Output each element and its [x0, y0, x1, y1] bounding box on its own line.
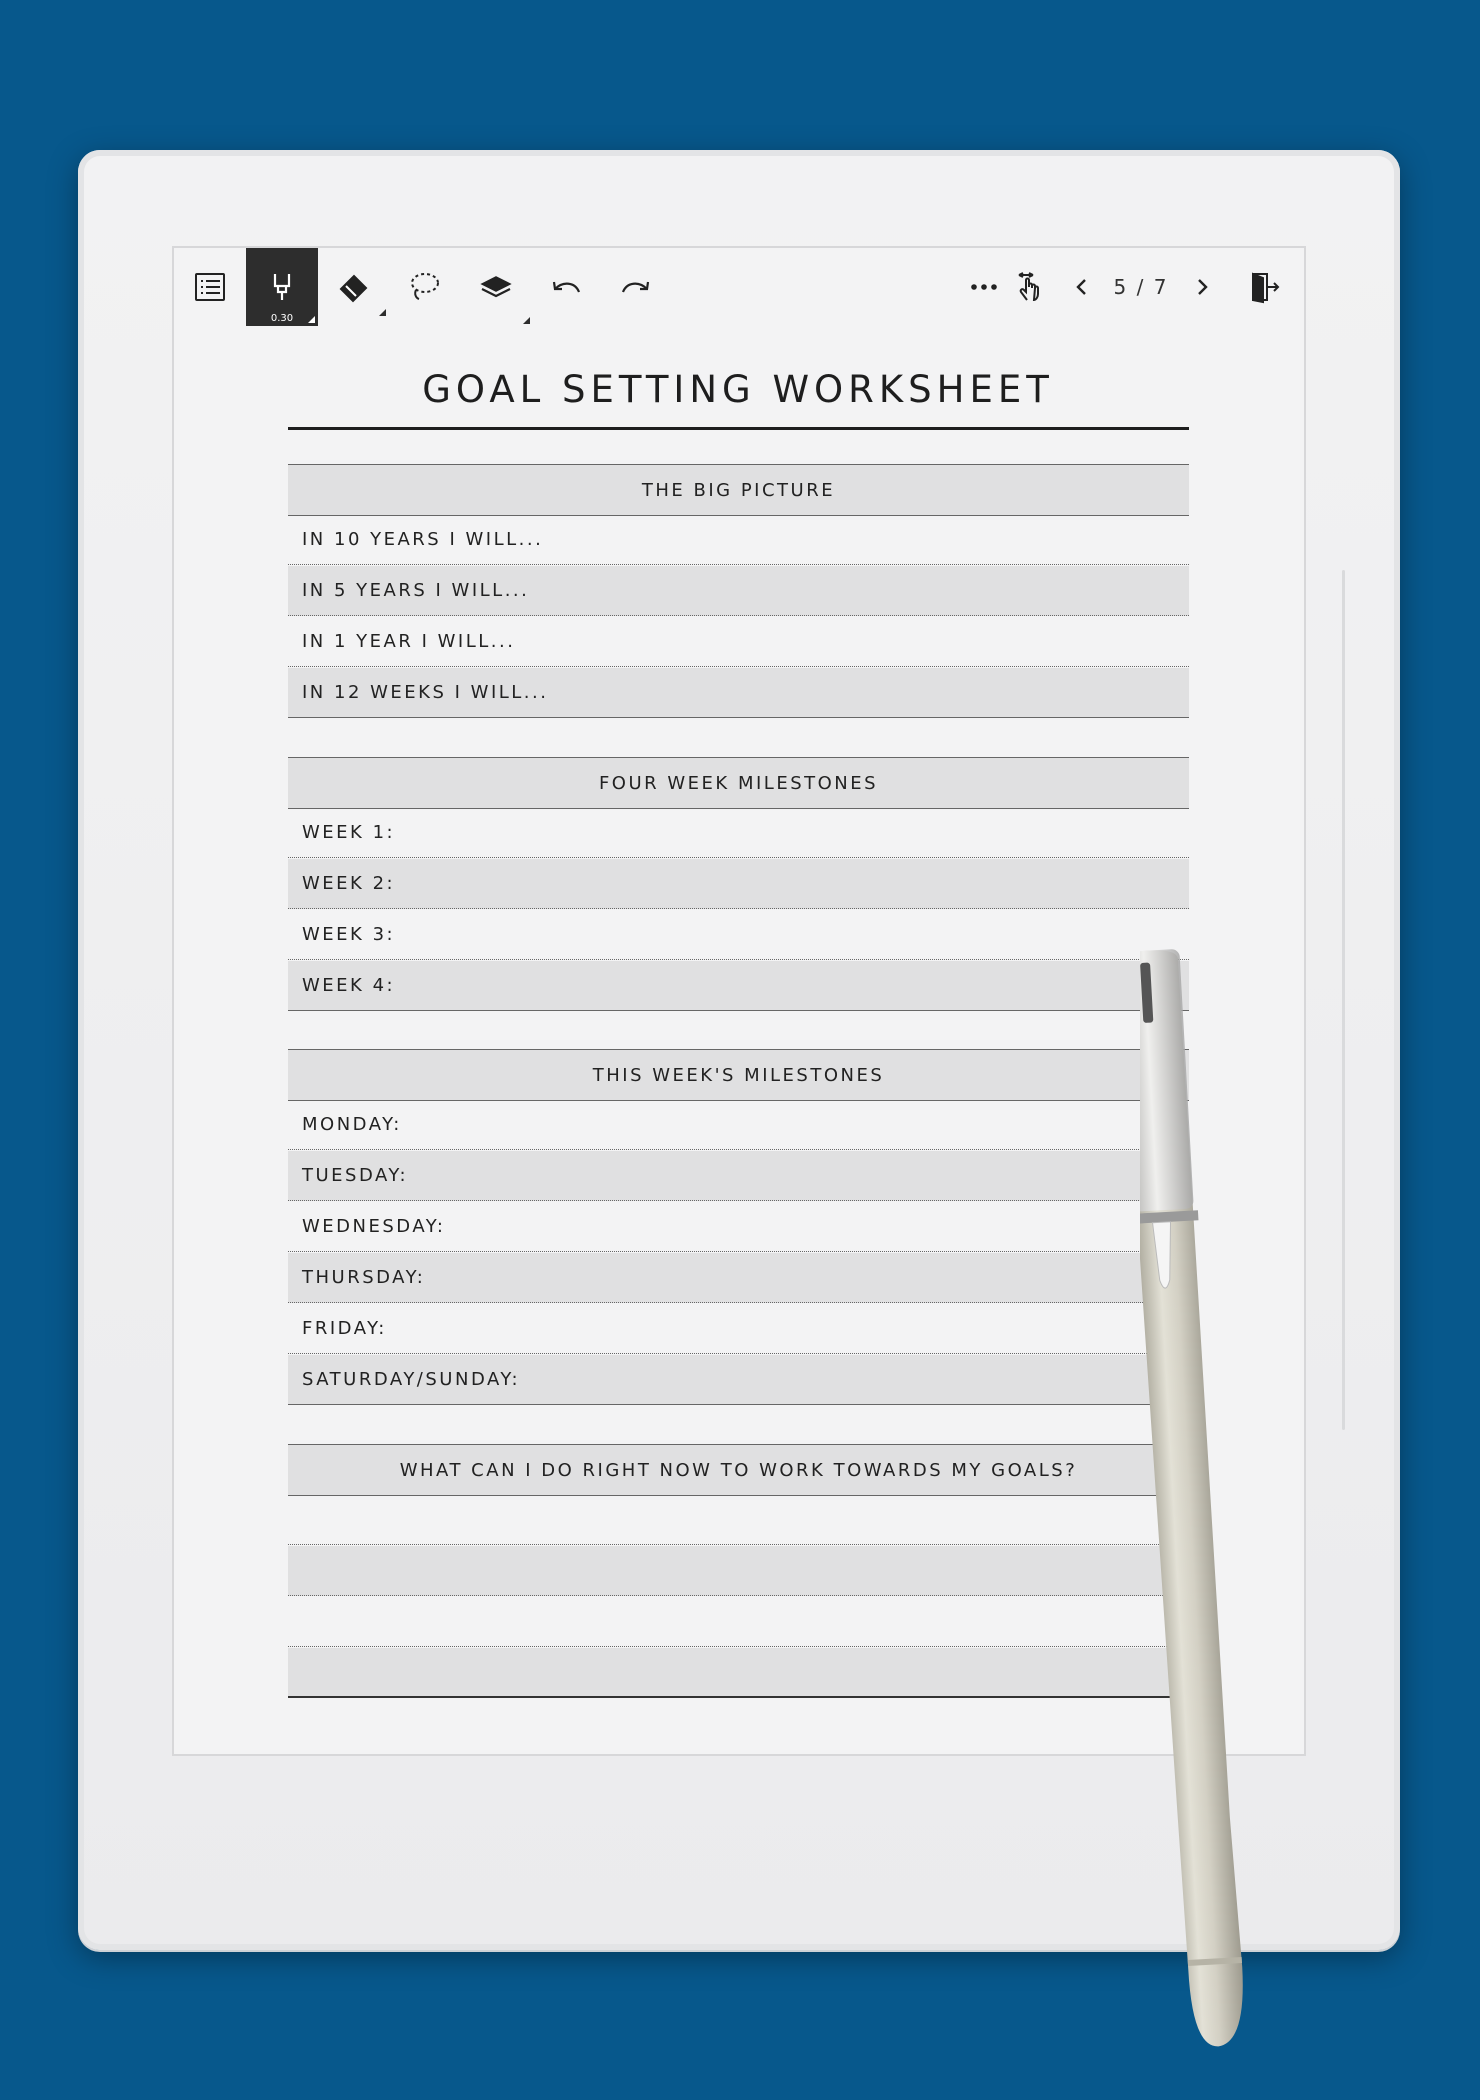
undo-button[interactable]	[536, 248, 596, 326]
list-item[interactable]: WEEK 3:	[288, 910, 1189, 960]
toolbar	[174, 248, 1304, 326]
eraser-button[interactable]	[324, 248, 384, 326]
layers-options-indicator	[523, 317, 530, 324]
list-icon[interactable]	[180, 248, 240, 326]
writing-line[interactable]	[288, 1546, 1189, 1596]
stylus-pen	[1140, 948, 1280, 2048]
list-item[interactable]: WEEK 1:	[288, 808, 1189, 858]
list-item[interactable]: WEEK 4:	[288, 961, 1189, 1011]
pen-tool-button[interactable]	[246, 248, 318, 326]
exit-icon	[1247, 270, 1281, 304]
pen-icon	[265, 270, 299, 304]
list-item[interactable]: MONDAY:	[288, 1100, 1189, 1150]
prev-page-button[interactable]	[1054, 248, 1110, 326]
device-side-slot	[1342, 570, 1345, 1430]
layers-icon	[479, 270, 513, 304]
more-icon	[967, 270, 1001, 304]
next-page-icon	[1185, 270, 1219, 304]
eraser-options-indicator	[379, 309, 386, 316]
prev-page-icon	[1065, 270, 1099, 304]
section-header-right-now: WHAT CAN I DO RIGHT NOW TO WORK TOWARDS MY GOALS?	[288, 1444, 1189, 1496]
list-item[interactable]: IN 5 YEARS I WILL...	[288, 566, 1189, 616]
redo-icon	[619, 270, 653, 304]
pen-size-label: 0.30	[270, 313, 294, 324]
lasso-button[interactable]	[394, 248, 454, 326]
list-item[interactable]: IN 10 YEARS I WILL...	[288, 515, 1189, 565]
list-item[interactable]: TUESDAY:	[288, 1151, 1189, 1201]
eraser-icon	[337, 270, 371, 304]
list-item[interactable]: WEEK 2:	[288, 859, 1189, 909]
tablet-screen	[172, 246, 1306, 1756]
page-title: GOAL SETTING WORKSHEET	[422, 368, 1054, 411]
touch-gesture-button[interactable]	[1000, 248, 1060, 326]
list-item[interactable]: THURSDAY:	[288, 1253, 1189, 1303]
touch-gesture-icon	[1013, 270, 1047, 304]
section-header-four-week: FOUR WEEK MILESTONES	[288, 757, 1189, 809]
list-item[interactable]: IN 1 YEAR I WILL...	[288, 617, 1189, 667]
writing-line[interactable]	[288, 1648, 1189, 1698]
title-underline	[288, 427, 1189, 430]
section-header-this-week: THIS WEEK'S MILESTONES	[288, 1049, 1189, 1101]
undo-icon	[549, 270, 583, 304]
lasso-icon	[407, 270, 441, 304]
pen-options-indicator	[308, 316, 315, 323]
exit-button[interactable]	[1234, 248, 1294, 326]
writing-line[interactable]	[288, 1597, 1189, 1647]
section-header-big-picture: THE BIG PICTURE	[288, 464, 1189, 516]
list-item[interactable]: FRIDAY:	[288, 1304, 1189, 1354]
writing-line[interactable]	[288, 1495, 1189, 1545]
redo-button[interactable]	[606, 248, 666, 326]
list-item[interactable]: IN 12 WEEKS I WILL...	[288, 668, 1189, 718]
list-item[interactable]: SATURDAY/SUNDAY:	[288, 1355, 1189, 1405]
page-indicator: 5 / 7	[1113, 275, 1169, 299]
layers-button[interactable]	[466, 248, 526, 326]
next-page-button[interactable]	[1174, 248, 1230, 326]
list-item[interactable]: WEDNESDAY:	[288, 1202, 1189, 1252]
